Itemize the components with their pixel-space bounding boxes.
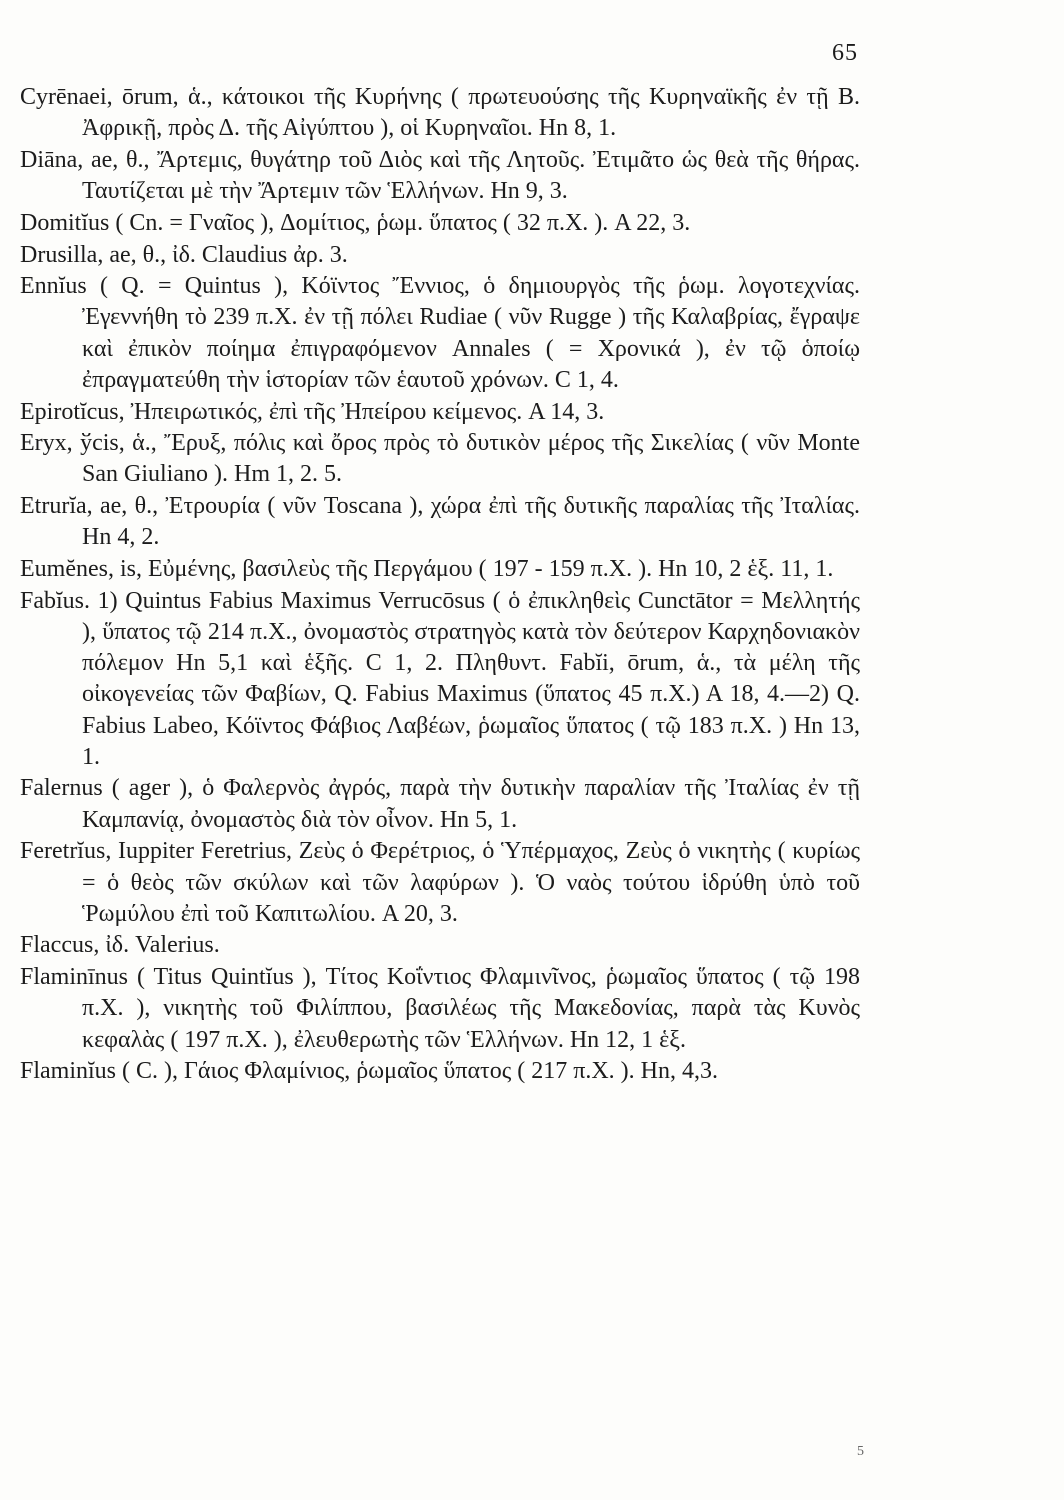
glossary-entry: Feretrĭus, Iuppiter Feretrius, Ζεὺς ὁ Φερέτριος, ὁ Ὑπέρμαχος, Ζεὺς ὁ νικητὴς ( κυρίως = ὁ θεὸς τῶν σκύλων καὶ τῶν λαφύρων ). Ὁ ναὸς τούτου ἱδρύθη ὑπὸ τοῦ Ῥωμύλου ἐπὶ τοῦ Καπιτωλίου. A 20, 3. <box>20 838 860 927</box>
glossary-entries <box>20 82 860 1088</box>
glossary-entry: Diāna, ae, θ., Ἄρτεμις, θυγάτηρ τοῦ Διὸς καὶ τῆς Λητοῦς. Ἐτιμᾶτο ὡς θεὰ τῆς θήρας. Ταυτίζεται μὲ τὴν Ἄρτεμιν τῶν Ἑλλήνων. Hn 9, 3. <box>20 146 860 205</box>
glossary-entry: Domitĭus ( Cn. = Γναῖος ), Δομίτιος, ῥωμ. ὕπατος ( 32 π.Χ. ). A 22, 3. <box>20 209 691 236</box>
glossary-entry: Eumĕnes, is, Εὐμένης, βασιλεὺς τῆς Περγάμου ( 197 - 159 π.Χ. ). Hn 10, 2 ἑξ. 11, 1. <box>20 556 834 583</box>
signature-mark: 5 <box>857 1444 864 1459</box>
glossary-entry: Fabĭus. 1) Quintus Fabius Maximus Verrucōsus ( ὁ ἐπικληθεὶς Cunctātor = Μελλητής ), ὕπατος τῷ 214 π.Χ., ὀνομαστὸς στρατηγὸς κατὰ τὸν δεύτερον Καρχηδονιακὸν πόλεμον Hn 5,1 καὶ ἑξῆς. C 1, 2. Πληθυντ. Fabĭi, ōrum, ἁ., τὰ μέλη τῆς οἰκογενείας τῶν Φαβίων, Q. Fabius Maximus (ὕπατος 45 π.Χ.) A 18, 4.—2) Q. Fabius Labeo, Κόϊντος Φάβιος Λαβέων, ῥωμαῖος ὕπατος ( τῷ 183 π.Χ. ) Hn 13, 1. <box>20 587 860 770</box>
glossary-entry: Falernus ( ager ), ὁ Φαλερνὸς ἀγρός, παρὰ τὴν δυτικὴν παραλίαν τῆς Ἰταλίας ἐν τῇ Καμπανίᾳ, ὀνομαστὸς διὰ τὸν οἶνον. Hn 5, 1. <box>20 775 860 833</box>
glossary-entry: Ennĭus ( Q. = Quintus ), Κόϊντος Ἔννιος, ὁ δημιουργὸς τῆς ῥωμ. λογοτεχνίας. Ἐγεννήθη τὸ 239 π.Χ. ἐν τῇ πόλει Rudiae ( νῦν Rugge ) τῆς Καλαβρίας, ἔγραψε καὶ ἐπικὸν ποίημα ἐπιγραφόμενον Annales ( = Χρονικά ), ἐν τῷ ὁποίῳ ἐπραγματεύθη τὴν ἱστορίαν τῶν ἑαυτοῦ χρόνων. C 1, 4. <box>20 273 860 393</box>
glossary-entry: Flaminīnus ( Titus Quintĭus ), Τίτος Κοΐντιος Φλαμινῖνος, ῥωμαῖος ὕπατος ( τῷ 198 π.Χ. ), νικητὴς τοῦ Φιλίππου, βασιλέως τῆς Μακεδονίας, παρὰ τὰς Κυνὸς κεφαλὰς ( 197 π.Χ. ), ἐλευθερωτὴς τῶν Ἑλλήνων. Hn 12, 1 ἑξ. <box>20 964 860 1053</box>
page-number: 65 <box>832 40 858 66</box>
glossary-entry: Cyrēnaei, ōrum, ἁ., κάτοικοι τῆς Κυρήνης ( πρωτευούσης τῆς Κυρηναϊκῆς ἐν τῇ Β. Ἀφρικῇ, πρὸς Δ. τῆς Αἰγύπτου ), οἱ Κυρηναῖοι. Hn 8, 1. <box>20 84 860 142</box>
glossary-entry: Eryx, ўcis, ἁ., Ἔρυξ, πόλις καὶ ὄρος πρὸς τὸ δυτικὸν μέρος τῆς Σικελίας ( νῦν Monte San Giuliano ). Hm 1, 2. 5. <box>20 430 860 488</box>
glossary-entry: Epirotĭcus, Ἠπειρωτικός, ἐπὶ τῆς Ἠπείρου κείμενος. A 14, 3. <box>20 398 605 425</box>
glossary-entry: Flaminĭus ( C. ), Γάιος Φλαμίνιος, ῥωμαῖος ὕπατος ( 217 π.Χ. ). Hn, 4,3. <box>20 1058 718 1085</box>
glossary-entry: Flaccus, ἰδ. Valerius. <box>20 932 220 959</box>
glossary-entry: Etrurĭa, ae, θ., Ἐτρουρία ( νῦν Toscana ), χώρα ἐπὶ τῆς δυτικῆς παραλίας τῆς Ἰταλίας. Hn 4, 2. <box>20 493 860 551</box>
glossary-entry: Drusilla, ae, θ., ἰδ. Claudius ἀρ. 3. <box>20 241 348 268</box>
